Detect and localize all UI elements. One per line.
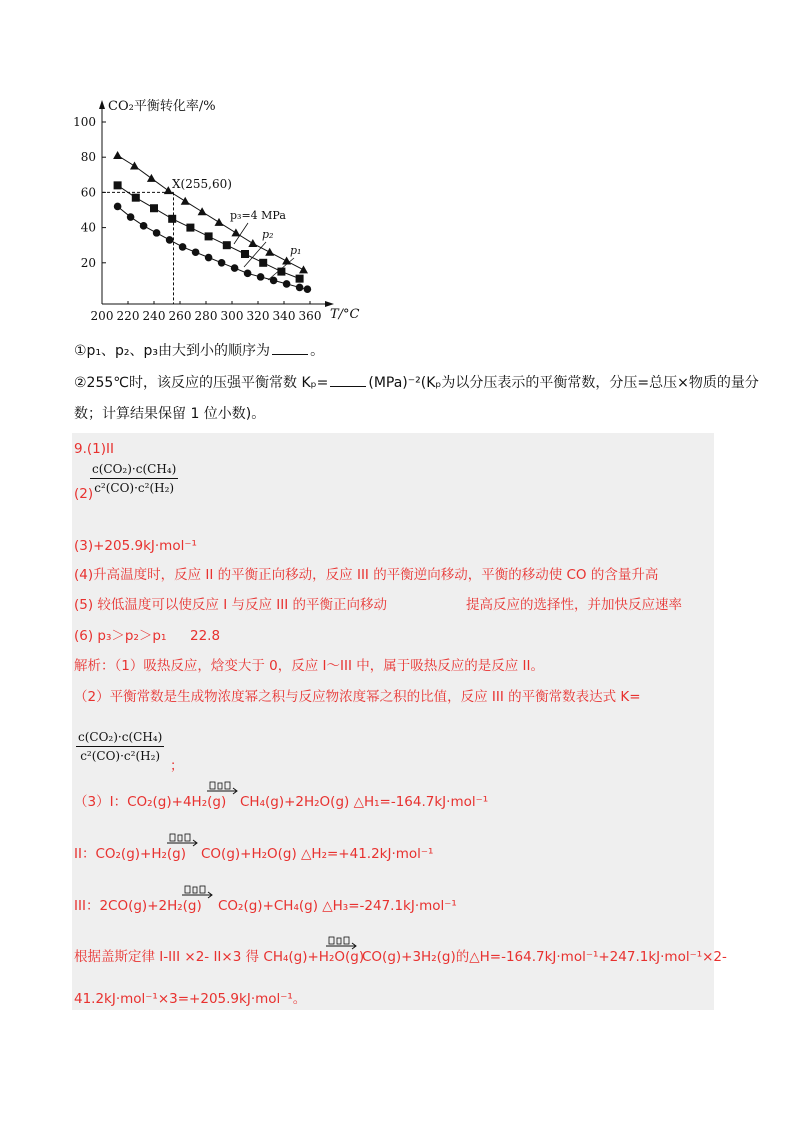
- data-point-square: [205, 232, 213, 240]
- analysis-line-1: 解析：（1）吸热反应，焓变大于 0，反应 I～III 中，属于吸热反应的是反应 II。: [74, 658, 544, 674]
- reaction-3-right: CO₂(g)+CH₄(g) △H₃=-247.1kJ·mol⁻¹: [218, 898, 457, 914]
- data-point-triangle: [198, 207, 207, 215]
- data-point-square: [241, 250, 249, 258]
- answer-blank[interactable]: [330, 386, 366, 387]
- x-tick-label: 360: [298, 309, 322, 322]
- y-tick-label: 20: [80, 255, 96, 270]
- series-label-p3: p₃=4 MPa: [230, 209, 286, 222]
- answer-line-6b: 22.8: [190, 628, 221, 644]
- question-1: ①p₁、p₂、p₃由大到小的顺序为 。: [74, 343, 325, 359]
- data-point-triangle: [282, 257, 291, 265]
- analysis-semicolon: ；: [170, 758, 184, 774]
- x-tick-label: 200: [90, 309, 114, 322]
- reaction-2-right: CO(g)+H₂O(g) △H₂=+41.2kJ·mol⁻¹: [201, 846, 434, 862]
- reaction-arrow-icon: [205, 780, 241, 800]
- x-tick-label: 220: [116, 309, 140, 322]
- answer-blank[interactable]: [272, 354, 308, 355]
- x-tick-label: 280: [194, 309, 218, 322]
- question-2: ②255℃时，该反应的压强平衡常数 Kₚ= (MPa)⁻²(Kₚ为以分压表示的平衡常数，分压=总压×物质的量分: [74, 375, 759, 391]
- chart-y-label: CO₂平衡转化率/%: [108, 99, 216, 114]
- data-point-circle: [179, 243, 187, 251]
- x-tick-label: 340: [272, 309, 296, 322]
- data-point-circle: [153, 229, 161, 237]
- data-point-circle: [192, 248, 200, 256]
- data-point-triangle: [130, 162, 139, 170]
- answer-line-2: (2): [74, 486, 94, 502]
- reaction-1-right: CH₄(g)+2H₂O(g) △H₁=-164.7kJ·mol⁻¹: [240, 794, 489, 810]
- data-point-square: [259, 259, 267, 267]
- data-point-triangle: [248, 239, 257, 247]
- answer-section: [72, 433, 714, 1010]
- data-point-circle: [231, 264, 239, 272]
- y-tick-label: 40: [80, 220, 96, 235]
- data-point-square: [168, 215, 176, 223]
- data-point-triangle: [265, 248, 274, 256]
- data-point-triangle: [181, 197, 190, 205]
- data-point-circle: [127, 213, 135, 221]
- data-point-square: [150, 204, 158, 212]
- data-point-circle: [270, 277, 278, 285]
- y-tick-label: 100: [73, 115, 96, 129]
- data-point-circle: [140, 222, 148, 230]
- answer-line-6a: (6) p₃＞p₂＞p₁: [74, 628, 167, 644]
- data-point-square: [277, 268, 285, 276]
- reaction-arrow-icon: [165, 832, 201, 852]
- chart-x-label: T/°C: [330, 307, 360, 322]
- data-point-triangle: [147, 174, 156, 182]
- x-tick-label: 320: [246, 309, 270, 322]
- answer-line-1: 9.(1)II: [74, 441, 114, 457]
- x-tick-label: 260: [168, 309, 192, 322]
- y-tick-label: 60: [80, 185, 96, 200]
- hess-line-2: 41.2kJ·mol⁻¹×3=+205.9kJ·mol⁻¹。: [74, 991, 307, 1007]
- data-point-circle: [114, 203, 122, 211]
- data-point-triangle: [231, 228, 240, 236]
- reaction-1-left: （3）I：CO₂(g)+4H₂(g): [74, 794, 227, 810]
- analysis-line-2: （2）平衡常数是生成物浓度幂之积与反应物浓度幂之积的比值，反应 III 的平衡常数表达式 K=: [74, 689, 641, 705]
- data-point-circle: [283, 280, 291, 288]
- answer-line-3: (3)+205.9kJ·mol⁻¹: [74, 538, 197, 554]
- data-point-triangle: [215, 218, 224, 226]
- conversion-chart: [62, 92, 372, 322]
- hess-line-1-left: 根据盖斯定律 I-III ×2- II×3 得 CH₄(g)+H₂O(g): [74, 949, 365, 965]
- series-label-p1: p₁: [290, 244, 302, 257]
- k-fraction-1: $\frac{\text{c(CO₂)·c(CH₄)}}{\text{c²(CO)·c²(H₂)}}$: [92, 462, 177, 495]
- data-point-square: [223, 241, 231, 249]
- data-point-square: [132, 194, 140, 202]
- data-point-triangle: [299, 265, 308, 273]
- answer-line-4: (4)升高温度时，反应 II 的平衡正向移动，反应 III 的平衡逆向移动，平衡的移动使 CO 的含量升高: [74, 567, 659, 583]
- data-point-triangle: [113, 151, 122, 159]
- x-tick-label: 300: [220, 309, 244, 322]
- reaction-3-left: III：2CO(g)+2H₂(g): [74, 898, 202, 914]
- data-point-square: [186, 224, 194, 232]
- y-tick-label: 80: [80, 150, 96, 165]
- chart-annotation-x: X(255,60): [172, 177, 232, 191]
- data-point-circle: [257, 273, 265, 281]
- data-point-square: [296, 275, 304, 283]
- data-point-circle: [218, 259, 226, 267]
- data-point-circle: [304, 285, 312, 293]
- reaction-arrow-icon: [180, 884, 216, 904]
- answer-line-5b: 提高反应的选择性，并加快反应速率: [466, 597, 682, 613]
- data-point-circle: [244, 270, 252, 278]
- reaction-2-left: II：CO₂(g)+H₂(g): [74, 846, 187, 862]
- data-point-circle: [296, 284, 304, 292]
- data-point-circle: [205, 254, 213, 262]
- question-2-cont: 数；计算结果保留 1 位小数)。: [74, 406, 266, 422]
- data-point-circle: [166, 236, 174, 244]
- reaction-arrow-icon: [324, 935, 360, 955]
- data-point-square: [114, 181, 122, 189]
- hess-line-1-right: CO(g)+3H₂(g)的△H=-164.7kJ·mol⁻¹+247.1kJ·mol⁻¹×2-: [362, 949, 727, 965]
- k-fraction-2: $\frac{\text{c(CO₂)·c(CH₄)}}{\text{c²(CO)·c²(H₂)}}$: [78, 730, 163, 763]
- series-label-p2: p₂: [262, 228, 274, 241]
- answer-line-5a: (5) 较低温度可以使反应 I 与反应 III 的平衡正向移动: [74, 597, 388, 613]
- x-tick-label: 240: [142, 309, 166, 322]
- y-axis-arrow-icon: [99, 100, 105, 109]
